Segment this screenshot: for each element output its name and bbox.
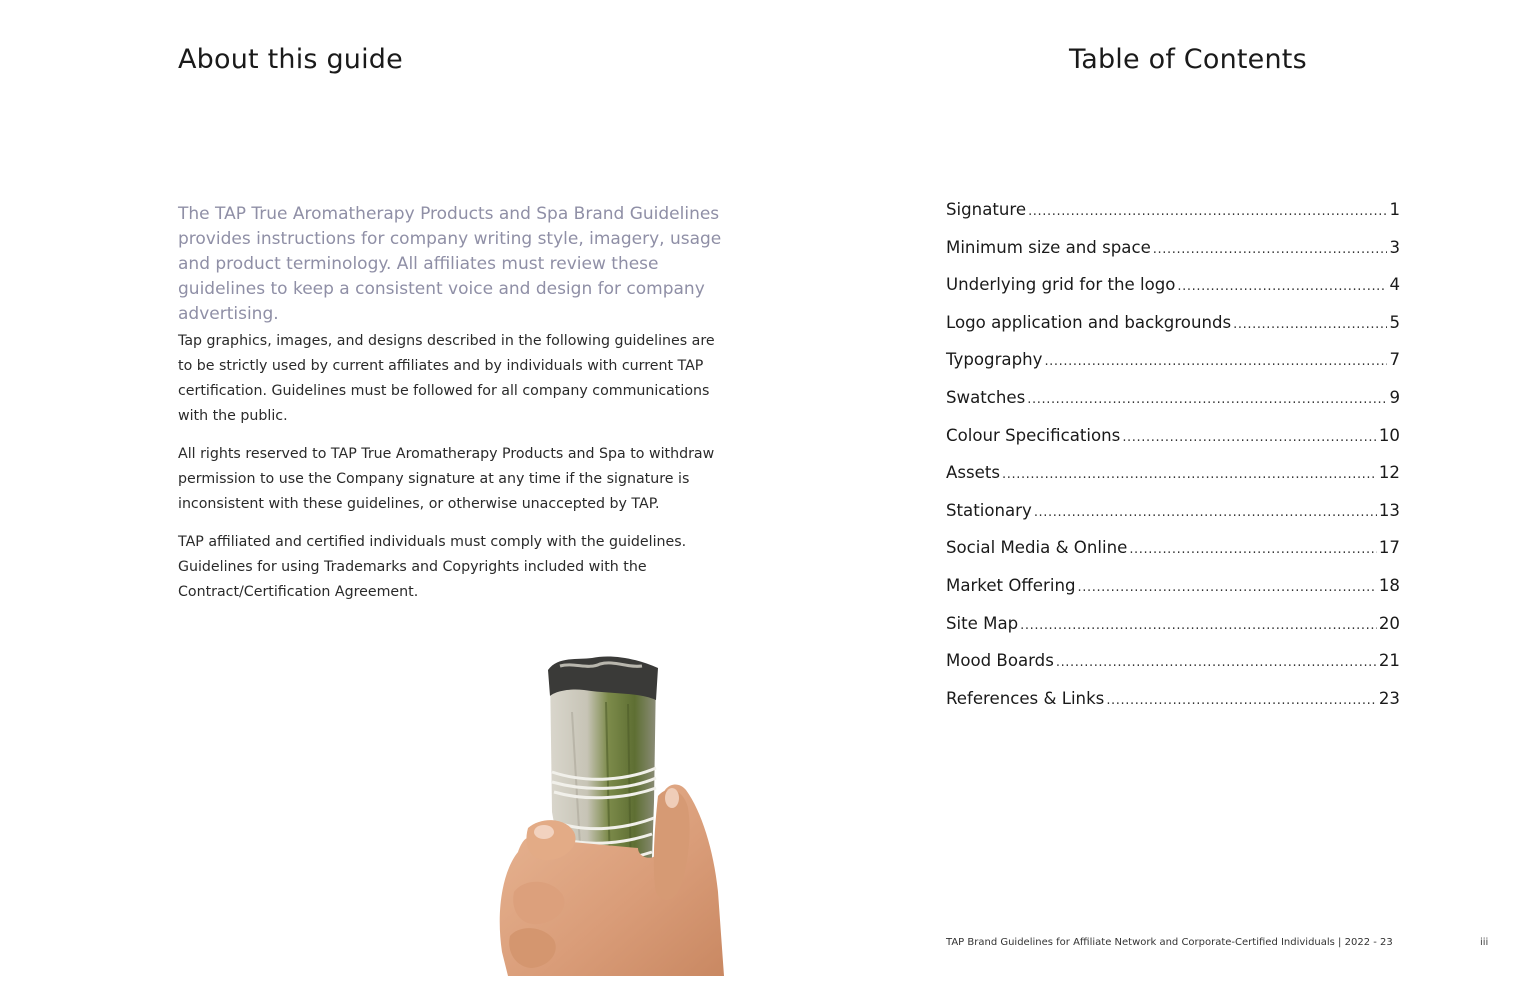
toc-entry-page: 18 <box>1378 575 1400 595</box>
toc-entry-page: 20 <box>1378 613 1400 633</box>
toc-dot-leader <box>1027 392 1387 407</box>
body-paragraph-usage: Tap graphics, images, and designs described in the following guidelines are to be strictly used by current affiliates and by individuals with current TAP certification. Guidelines must be followed for all company communications with the public. <box>178 333 715 424</box>
toc-dot-leader <box>1028 204 1387 219</box>
table-of-contents <box>946 200 1400 726</box>
toc-dot-leader <box>1153 242 1388 257</box>
toc-entry-page: 10 <box>1378 425 1400 445</box>
page-title-about: About this guide <box>178 44 403 75</box>
toc-entry <box>946 426 1400 464</box>
toc-entry-page: 17 <box>1378 538 1400 558</box>
toc-dot-leader <box>1078 580 1377 595</box>
toc-entry-title: Stationary <box>946 500 1032 520</box>
toc-entry-page: 5 <box>1389 312 1400 332</box>
toc-entry-title: Market Offering <box>946 575 1076 595</box>
toc-entry-title: Minimum size and space <box>946 237 1151 257</box>
toc-entry-page: 21 <box>1378 651 1400 671</box>
toc-dot-leader <box>1122 430 1377 445</box>
toc-entry <box>946 238 1400 276</box>
body-paragraph-compliance: TAP affiliated and certified individuals must comply with the guidelines. Guidelines for using Trademarks and Copyrights included with the Contract/Certification Agreement. <box>178 534 687 600</box>
toc-dot-leader <box>1020 618 1377 633</box>
toc-entry-page: 23 <box>1378 688 1400 708</box>
toc-entry-page: 1 <box>1389 200 1400 219</box>
toc-entry-page: 7 <box>1389 350 1400 370</box>
toc-entry-page: 3 <box>1389 237 1400 257</box>
toc-entry <box>946 313 1400 351</box>
toc-entry-title: Mood Boards <box>946 651 1054 671</box>
toc-entry-title: Swatches <box>946 387 1026 407</box>
toc-entry-title: Assets <box>946 463 1001 483</box>
toc-entry-page: 13 <box>1378 500 1400 520</box>
toc-entry <box>946 614 1400 652</box>
intro-paragraph: The TAP True Aromatherapy Products and Spa Brand Guidelines provides instructions for company writing style, imagery, usage and product terminology. All affiliates must review these guidelines to keep a consistent voice and design for company advertising. <box>178 204 722 324</box>
toc-dot-leader <box>1129 542 1377 557</box>
footer-text: TAP Brand Guidelines for Affiliate Network and Corporate-Certified Individuals | 2022 - 23 <box>946 937 1393 948</box>
sage-bundle-photo <box>488 652 724 976</box>
toc-entry <box>946 388 1400 426</box>
toc-entry-title: Underlying grid for the logo <box>946 275 1176 295</box>
toc-entry-page: 4 <box>1389 275 1400 295</box>
toc-dot-leader <box>1106 693 1377 708</box>
toc-entry <box>946 689 1400 727</box>
toc-dot-leader <box>1056 655 1377 670</box>
toc-entry-title: Colour Specifications <box>946 425 1121 445</box>
toc-entry-page: 12 <box>1378 463 1400 483</box>
page-title-toc: Table of Contents <box>1069 44 1307 75</box>
toc-entry <box>946 501 1400 539</box>
toc-dot-leader <box>1034 505 1377 520</box>
body-paragraph-rights: All rights reserved to TAP True Aromatherapy Products and Spa to withdraw permission to use the Company signature at any time if the signature is inconsistent with these guidelines, or otherwise unaccepted by TAP. <box>178 446 715 512</box>
toc-entry-title: Site Map <box>946 613 1019 633</box>
toc-entry <box>946 651 1400 689</box>
toc-entry-title: References & Links <box>946 688 1105 708</box>
toc-dot-leader <box>1177 279 1387 294</box>
toc-entry-title: Typography <box>946 350 1043 370</box>
page-number: iii <box>1480 937 1489 948</box>
toc-entry <box>946 576 1400 614</box>
toc-dot-leader <box>1044 354 1387 369</box>
toc-entry <box>946 275 1400 313</box>
toc-entry-title: Logo application and backgrounds <box>946 312 1232 332</box>
toc-dot-leader <box>1002 467 1377 482</box>
toc-entry <box>946 463 1400 501</box>
toc-entry <box>946 350 1400 388</box>
toc-entry-title: Signature <box>946 200 1027 219</box>
toc-entry <box>946 538 1400 576</box>
toc-entry-page: 9 <box>1389 387 1400 407</box>
toc-entry <box>946 200 1400 238</box>
toc-dot-leader <box>1233 317 1387 332</box>
toc-entry-title: Social Media & Online <box>946 538 1128 558</box>
